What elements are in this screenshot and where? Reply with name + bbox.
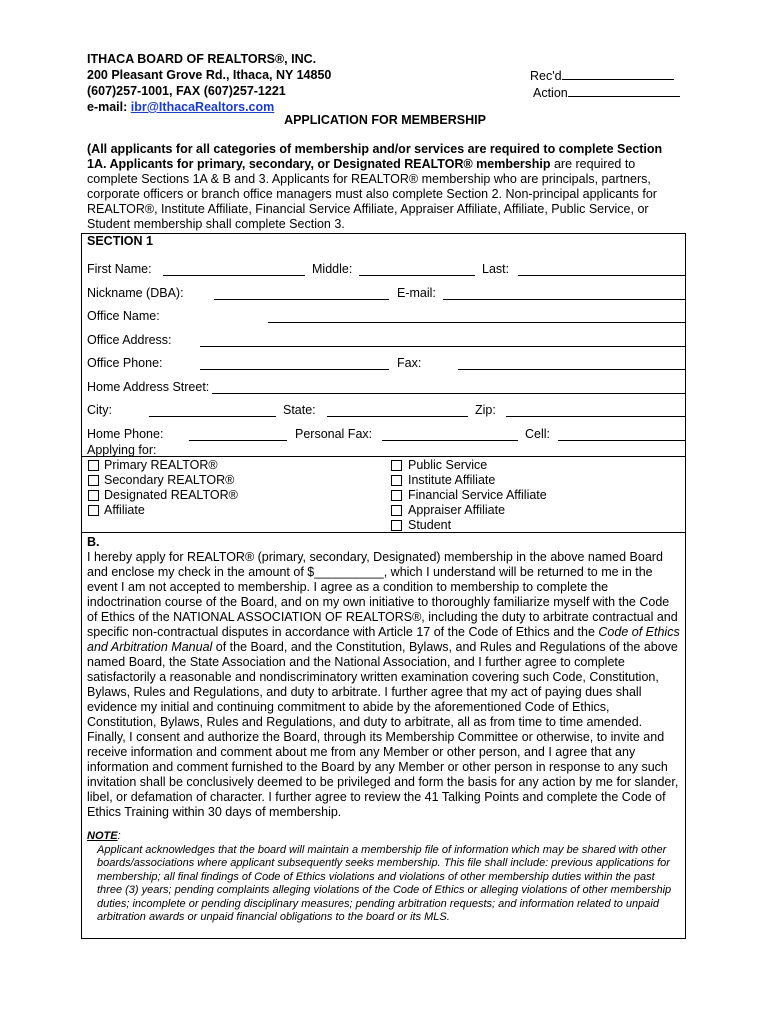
section-b-text-2: of the Board, and the Constitution, Bylaws, and Rules and Regulations of the above named Board, the State Association and the National Association, and I further agree to complete satisfactorily a reasonable and nondiscriminatory written examination covering such Code, Constitution, Bylaws, Rules and Regulations, and duty to arbitrate. I further agree that my act of paying dues shall evidence my initial and continuing commitment to abide by the aforementioned Code of Ethics, Constitution, Bylaws, Rules and Regulations, and duty to arbitrate, all as from time to time amended. Finally, I consent and authorize the Board, through its Membership Committee or otherwise, to invite and receive information and comment about me from any Member or other person, and I agree that any information and comment furnished to the Board by any Member or other person in response to any such invitation shall be conclusively deemed to be privileged and form the basis for any action by me for slander, libel, or defamation of character. I further agree to review the 41 Talking Points and complete the Code of Ethics Training within 30 days of membership.: [87, 640, 679, 819]
state-label: State:: [283, 403, 316, 417]
applying-for-label: Applying for:: [87, 443, 157, 457]
email-label: e-mail:: [87, 100, 131, 114]
email-field-label: E-mail:: [397, 286, 436, 300]
section-b-text-1: I hereby apply for REALTOR® (primary, secondary, Designated) membership in the above named Board and enclose my check in the amount of $__________, which I understand will be returned to me in the event I am not accepted to membership. I agree as a condition to membership to complete the indoctrination course of the Board, and on my own initiative to thoroughly familiarize myself with the Code of Ethics of the NATIONAL ASSOCIATION OF REALTORS®, including the duty to arbitrate contractual and specific non-contractual disputes in accordance with Article 17 of the Code of Ethics and the: [87, 550, 678, 639]
category-affiliate: Affiliate: [104, 503, 145, 517]
category-financial-service-affiliate: Financial Service Affiliate: [408, 488, 547, 502]
intro-normal: are required to complete Sections 1A & B and 3. Applicants for REALTOR® membership who are principals, partners, corporate officers or branch office managers must also complete Section 2. Non-principal applicants for REALTOR®, Institute Affiliate, Financial Service Affiliate, Appraiser Affiliate, Affiliate, Public Service, or Student membership shall complete Section 3.: [87, 157, 657, 231]
office-phone-label: Office Phone:: [87, 356, 163, 370]
category-appraiser-affiliate: Appraiser Affiliate: [408, 503, 506, 517]
first-name-label: First Name:: [87, 262, 152, 276]
middle-name-field[interactable]: [359, 275, 475, 276]
note-text: Applicant acknowledges that the board will maintain a membership file of information which may be shared with other boards/associations where applicant subsequently seeks membership. This file shall include: previous applications for membership; all final findings of Code of Ethics violations and violations of other membership duties within the past three (3) years; pending complaints alleging violations of the Code of Ethics or alleging violations of other membership duties; incomplete or pending disciplinary measures; pending arbitration requests; and information related to unpaid arbitration awards or unpaid financial obligations to the board or its MLS.: [97, 843, 672, 923]
action-field[interactable]: [568, 84, 680, 97]
org-email-link[interactable]: ibr@IthacaRealtors.com: [130, 100, 275, 114]
checkbox-primary-realtor[interactable]: [88, 460, 99, 471]
state-field[interactable]: [327, 416, 468, 417]
home-address-label: Home Address Street:: [87, 380, 210, 394]
city-label: City:: [87, 403, 112, 417]
note-colon: :: [117, 830, 121, 842]
checkbox-designated-realtor[interactable]: [88, 490, 99, 501]
category-designated-realtor: Designated REALTOR®: [104, 488, 238, 502]
last-label: Last:: [482, 262, 510, 276]
home-phone-label: Home Phone:: [87, 427, 164, 441]
section1-heading: SECTION 1: [87, 234, 153, 248]
category-primary-realtor: Primary REALTOR®: [104, 458, 218, 472]
checkbox-appraiser-affiliate[interactable]: [391, 505, 402, 516]
note-label: NOTE: [87, 830, 118, 842]
home-address-field[interactable]: [212, 393, 686, 394]
board-header: [87, 51, 331, 115]
intro-paragraph: [87, 142, 682, 232]
office-name-field[interactable]: [268, 322, 686, 323]
checkbox-secondary-realtor[interactable]: [88, 475, 99, 486]
office-address-field[interactable]: [200, 346, 686, 347]
note-block: [87, 830, 682, 925]
checkbox-affiliate[interactable]: [88, 505, 99, 516]
email-field[interactable]: [443, 299, 686, 300]
cell-field[interactable]: [558, 440, 686, 441]
personal-fax-field[interactable]: [382, 440, 518, 441]
category-student: Student: [408, 518, 452, 532]
category-secondary-realtor: Secondary REALTOR®: [104, 473, 235, 487]
office-address-label: Office Address:: [87, 333, 172, 347]
recd-field[interactable]: [562, 67, 674, 80]
divider-section-b: [81, 532, 686, 533]
section-b-paragraph: [87, 550, 682, 820]
office-name-label: Office Name:: [87, 309, 160, 323]
page-title: APPLICATION FOR MEMBERSHIP: [284, 113, 486, 127]
last-name-field[interactable]: [518, 275, 686, 276]
section-b-text-italic: Code of Ethics and Arbitration Manual: [87, 625, 680, 654]
checkbox-public-service[interactable]: [391, 460, 402, 471]
section-b-heading: B.: [87, 535, 100, 549]
org-phone-fax: (607)257-1001, FAX (607)257-1221: [87, 84, 286, 98]
intro-bold: (All applicants for all categories of membership and/or services are required to complete Section 1A. Applicants for primary, secondary, or Designated REALTOR® membership: [87, 142, 663, 171]
zip-field[interactable]: [506, 416, 686, 417]
office-use-block: [530, 67, 680, 101]
checkbox-institute-affiliate[interactable]: [391, 475, 402, 486]
fax-field[interactable]: [458, 369, 686, 370]
fax-label: Fax:: [397, 356, 422, 370]
recd-label: Rec'd: [530, 69, 562, 83]
nickname-field[interactable]: [214, 299, 389, 300]
first-name-field[interactable]: [163, 275, 305, 276]
checkbox-student[interactable]: [391, 520, 402, 531]
action-label: Action: [533, 86, 568, 100]
cell-label: Cell:: [525, 427, 551, 441]
category-public-service: Public Service: [408, 458, 488, 472]
middle-label: Middle:: [312, 262, 353, 276]
zip-label: Zip:: [475, 403, 496, 417]
personal-fax-label: Personal Fax:: [295, 427, 373, 441]
checkbox-financial-service-affiliate[interactable]: [391, 490, 402, 501]
org-address: 200 Pleasant Grove Rd., Ithaca, NY 14850: [87, 68, 332, 82]
office-phone-field[interactable]: [200, 369, 389, 370]
city-field[interactable]: [149, 416, 276, 417]
category-institute-affiliate: Institute Affiliate: [408, 473, 496, 487]
org-name: ITHACA BOARD OF REALTORS®, INC.: [87, 52, 317, 66]
nickname-label: Nickname (DBA):: [87, 286, 184, 300]
home-phone-field[interactable]: [189, 440, 287, 441]
section-b: [87, 535, 682, 820]
divider-applying: [81, 456, 686, 457]
